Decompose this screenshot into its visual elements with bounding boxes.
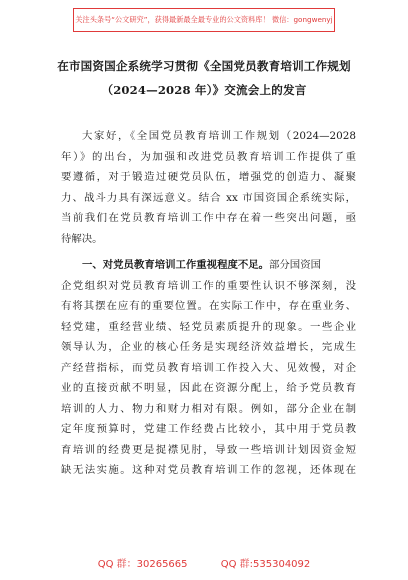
body-line: 育培训的经费更是捉襟见肘，导致一些培训计划因资金短: [61, 443, 356, 456]
section-heading-rest: 部分国资国: [269, 259, 321, 271]
body-line: 力、战斗力具有深远意义。结合 xx 市国资国企系统实际，: [61, 191, 356, 204]
body-line: 培训的人力、物力和财力相对有限。例如，部分企业在制: [61, 402, 356, 415]
footer-qq-group-1: QQ 群：30265665: [97, 559, 188, 570]
body-line: 定年度预算时，党建工作经费占比较小，其中用于党员教: [61, 423, 356, 435]
body-line: 大家好，《全国党员教育培训工作规划（2024—2028: [82, 130, 356, 142]
section-heading-line: [61, 255, 356, 276]
body-line: 有将其摆在应有的重要位置。在实际工作中，存在重业务、: [61, 300, 356, 312]
body-line: 待解决。: [61, 232, 103, 245]
title-line-1: 在市国资国企系统学习贯彻《全国党员教育培训工作规划: [57, 59, 351, 73]
section-heading: 一、对党员教育培训工作重视程度不足。: [82, 259, 270, 271]
footer-qq-group-2: QQ 群:535304092: [220, 559, 311, 570]
body-line: 缺无法实施。这种对党员教育培训工作的忽视，还体现在: [61, 464, 356, 476]
document-body: [61, 126, 356, 481]
body-line: 领导认为，企业的核心任务是实现经济效益增长，完成生: [61, 341, 356, 353]
body-line: 业的直接贡献不明显，因此在资源分配上，给予党员教育: [61, 382, 356, 394]
footer-contacts: [0, 555, 408, 570]
body-line: 要遵循，对于锻造过硬党员队伍，增强党的创造力、凝聚: [61, 171, 356, 183]
body-line: 企党组织对党员教育培训工作的重要性认识不够深刻，没: [61, 279, 356, 292]
title-line-2: （2024—2028 年）》交流会上的发言: [101, 83, 307, 97]
document-title: [40, 54, 368, 102]
promo-banner: 关注头条号“公文研究”，获得最新最全最专业的公文资料库！ 微信：gongwenyj: [73, 8, 335, 32]
body-line: 当前我们在党员教育培训工作中存在着一些突出问题，亟: [61, 212, 356, 224]
body-line: 年）》的出台，为加强和改进党员教育培训工作提供了重: [61, 150, 356, 163]
body-line: 轻党建，重经营业绩、轻党员素质提升的现象。一些企业: [61, 320, 356, 333]
body-line: 产经营指标，而党员教育培训工作投入大、见效慢，对企: [61, 361, 356, 374]
